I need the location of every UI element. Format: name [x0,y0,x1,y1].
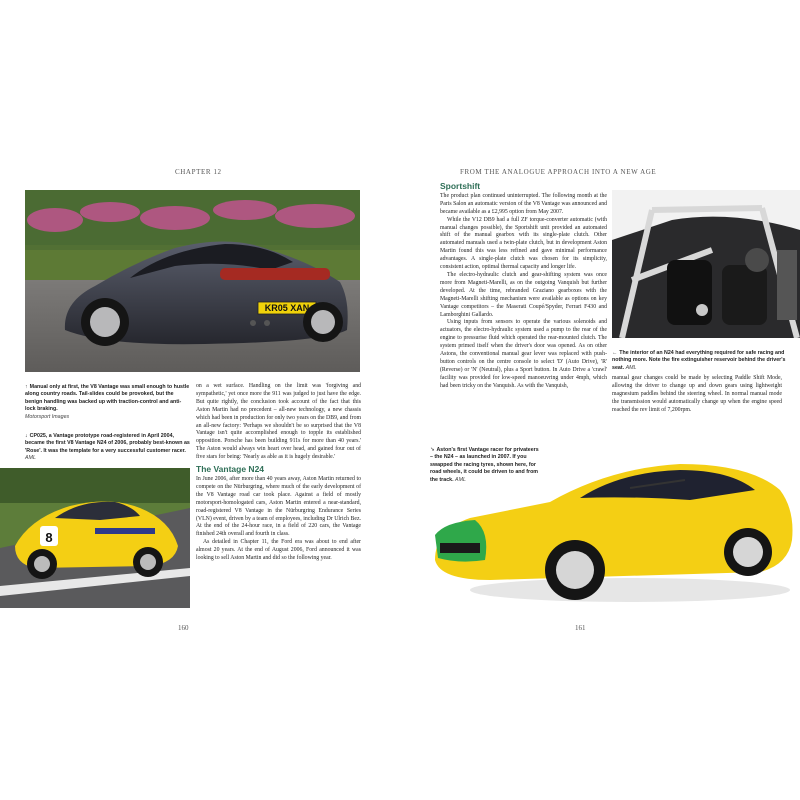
page-number-right: 161 [575,624,586,632]
caption-bottom-left [25,433,190,463]
photo-vantage-road [25,190,360,372]
left-body-column [196,383,361,563]
body-paragraph: on a wet surface. Handling on the limit was 'forgiving and sympathetic,' yet once more the 911 was judged to just have the edge. But quite rightly, the conclusion took account of the fact that this Aston Martin had no precedent – all-new technology, a new chassis which had been in production for only two years on the DB9, and from an all-new factory: 'Perhaps we shouldn't be so surprised that the V8 Vantage isn't quite accomplished enough to topple its established opposition. Porsche has been building 911s for more than 40 years.' The Aston would always win heart over head, and gained four out of five stars for being: 'Nearly as able as it is hugely desirable.' [196,383,361,461]
running-head-right: FROM THE ANALOGUE APPROACH INTO A NEW AGE [460,168,657,176]
caption-top-left [25,384,190,421]
section-heading: Sportshift [440,181,481,191]
caption-text: Manual only at first, the V8 Vantage was small enough to hustle along country roads. Tail-slides could be provoked, but the benign handling was backed up with traction-control and anti-lock braking. [25,384,190,413]
running-head-left: CHAPTER 12 [175,168,222,176]
body-paragraph: While the V12 DB9 had a full ZF torque-converter automatic (with manual changes possible), the Sportshift unit provided an automated shift of the manual gearbox with its single-plate clutch. Other automated manuals used a twin-plate clutch, but in development Aston Martin found this was less refined and gave minimal performance advantages. A single-plate clutch was chosen for its simplicity, consistent action, optimal thermal capacity and longer life. [440,216,607,271]
arrow-left-icon: ← [612,350,618,356]
race-number: 8 [45,530,53,545]
photo-n24-track [0,468,190,608]
plate-text: KR05 XAN [264,303,310,313]
arrow-down-icon: ↓ [25,433,28,439]
interior-illustration [612,190,800,338]
body-paragraph: In June 2006, after more than 40 years away, Aston Martin returned to compete on the Nürburgring, where much of the early development of the V8 Vantage road car took place. Against a field of mostly motorsport-homologated cars, Aston Martin entered a near-standard, road-registered V8 Vantage in the Nürburgring Endurance Series (VLN) event, driven by a team of employees, including Dr Ulrich Bez. At the end of the 24-hour race, in a field of 220 cars, the Vantage finished 24th overall and fourth in class. [196,475,361,538]
caption-text: CP025, a Vantage prototype road-registered in April 2004, became the first V8 Vantage N24 of 2006, probably best-known as 'Rose'. It was the template for a very successful customer racer. [25,433,190,454]
body-paragraph: The electro-hydraulic clutch and gear-shifting system was once more from Magneti-Marelli, as on the outgoing Vanquish but further developed. At the time, rebranded Graziano gearboxes with the Magneti-Marelli shifting mechanism were available as options on key Vantage competitors – the Maserati Coupé/Spyder, Ferrari F430 and Lamborghini Gallardo. [440,271,607,318]
page-number-left: 160 [178,624,189,632]
arrow-up-icon: ↑ [25,384,28,390]
caption-credit: Motorsport Images [25,413,70,420]
body-paragraph: As detailed in Chapter 11, the Ford era was about to end after almost 20 years. At the end of August 2006, Ford announced it was looking to sell Aston Martin and did so the following year. [196,539,361,562]
caption-credit: AML [455,476,466,483]
body-paragraph: manual gear changes could be made by selecting Paddle Shift Mode, allowing the driver to change up and down gears using lightweight magnesium paddles behind the steering wheel. In normal manual mode the transmission would automatically change up when the engine speed reached the rev limit of 7,200rpm. [612,375,782,413]
n24-track-illustration [0,468,190,608]
caption-interior [612,350,792,372]
body-paragraph: Using inputs from sensors to operate the various solenoids and actuators, the electro-hydraulic system used a pump to the rear of the engine to pressurise fluid which operated the rear-mounted clutch. The system primed itself when the driver's door was opened. As on other Astons, the conventional manual gear lever was replaced with push-button controls on the centre console to select 'D' (Auto Drive), 'R' (Reverse) or 'N' (Neutral), plus a Sport button. In Auto Drive a 'crawl' facility was provided for low-speed manoeuvring under 4mph, which had been tricky on the Vanquish. As with the Vanquish, [440,319,607,389]
body-paragraph: The product plan continued uninterrupted. The following month at the Paris Salon an automatic version of the V8 Vantage was announced and became available as a £2,995 option from May 2007. [440,192,607,215]
caption-racer [430,447,540,484]
section-heading: The Vantage N24 [196,464,265,475]
arrow-down-right-icon: ↘ [430,447,435,453]
caption-text: The interior of an N24 had everything required for safe racing and nothing more. Note the fire extinguisher reservoir behind the driver's seat. [612,350,786,371]
caption-text: Aston's first Vantage racer for privateers – the N24 – as launched in 2007. If you swapped the racing tyres, shown here, for road wheels, it could be driven to and from the track. [430,447,539,483]
right-page [400,0,800,800]
caption-credit: AML [25,455,36,462]
right-body-column-2 [612,375,782,415]
caption-credit: AML [625,364,637,371]
right-body-column-1 [440,183,607,391]
vantage-road-illustration [25,190,360,372]
photo-n24-interior [612,190,800,338]
